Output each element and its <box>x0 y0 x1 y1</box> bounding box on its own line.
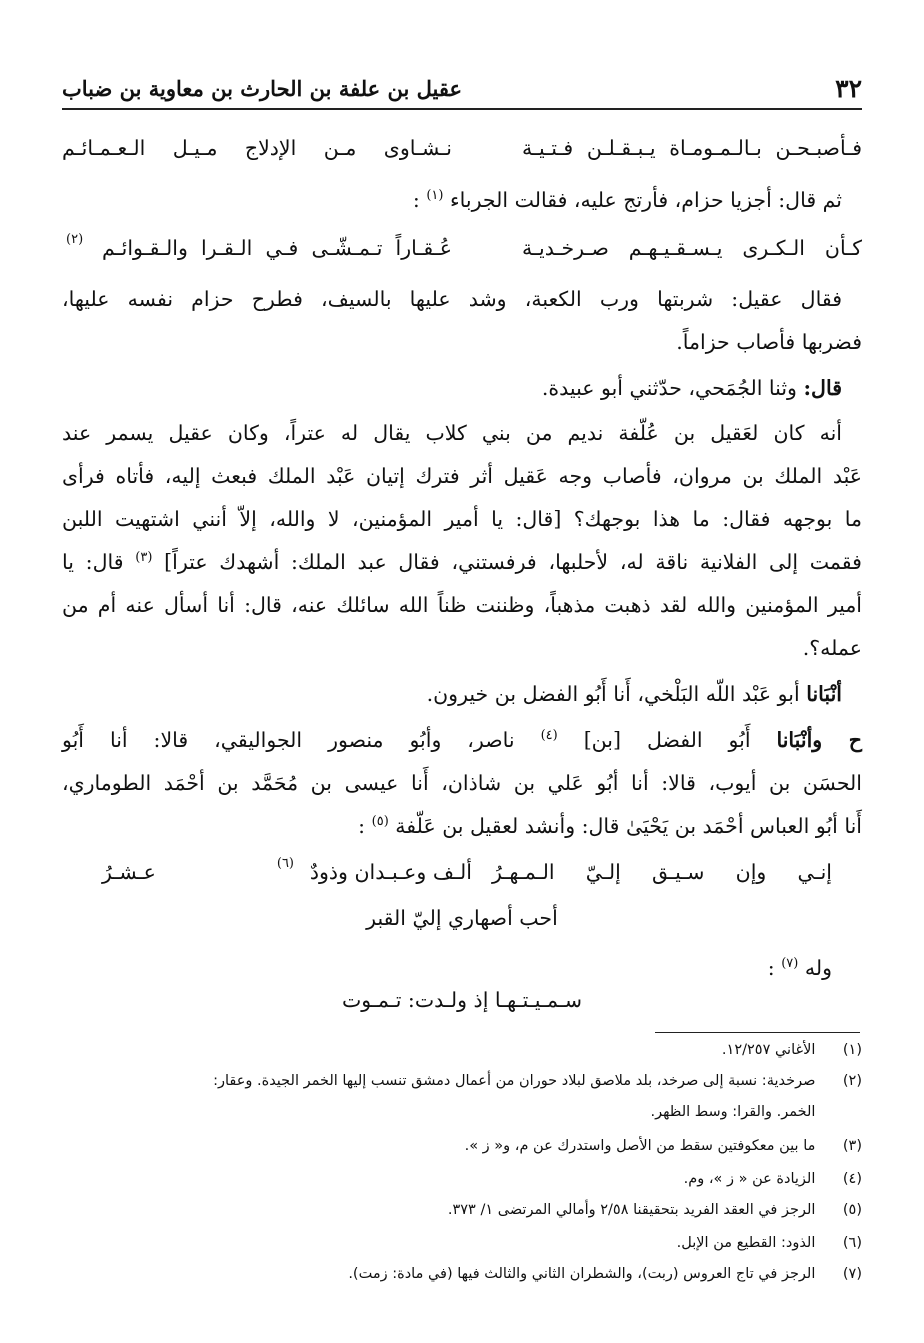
verse-line <box>62 906 862 930</box>
footnote-number: (٣) <box>842 1138 862 1154</box>
verse-second-hemistich: عُـقـاراً تـمـشّـى فـي الـقـرا والـقـوائـم <box>102 236 452 260</box>
footnote-text: الخمر. والقرا: وسط الظهر. <box>650 1104 816 1120</box>
text-run: ما بوجهه فقال: ما هذا بوجهك؟ [قال: يا أمير المؤمنين، لا والله، إلاّ أنني اشتهيت اللبن <box>62 507 862 531</box>
text-line <box>62 507 862 547</box>
footnote <box>62 1171 862 1187</box>
text-run: وثنا الجُمَحي، حدّثني أبو عبيدة. <box>541 376 797 400</box>
verse-line <box>62 988 862 1012</box>
text-run: : <box>767 956 775 980</box>
text-run: ناصر، وأبُو منصور الجواليقي، قالا: أنا أَبُو <box>62 728 515 752</box>
footnote-text: الأغاني ١٢/٢٥٧. <box>721 1042 816 1058</box>
footnote-text: صرخدية: نسبة إلى صرخد، بلد ملاصق لبلاد حوران من أعمال دمشق تنسب إليها الخمر الجيدة. وعقار: <box>213 1073 816 1089</box>
footnote <box>62 1266 862 1282</box>
text-line <box>62 814 862 854</box>
footnote-text: الذود: القطيع من الإبل. <box>676 1235 816 1251</box>
text-run: قال: يا <box>62 550 124 574</box>
text-line <box>62 771 862 811</box>
text-run: ثم قال: أجزيا حزام، فأرتج عليه، فقالت الجرباء <box>450 188 842 212</box>
footnote-text: الرجز في تاج العروس (ربت)، والشطران الثاني والثالث فيها (في مادة: زمت). <box>348 1266 816 1282</box>
footnote-marker: (١) <box>426 188 444 204</box>
text-run: : <box>358 814 366 838</box>
text-run: سـمـيـتـهـا إذ ولـدت: تـمـوت <box>341 988 583 1012</box>
text-line <box>62 550 862 590</box>
footnote <box>62 1235 862 1251</box>
footnote-marker: (٦) <box>276 856 294 871</box>
footnote-text: الرجز في العقد الفريد بتحقيقنا ٢/٥٨ وأمالي المرتضى ١/ ٣٧٣. <box>447 1202 816 1218</box>
text-line <box>62 330 862 370</box>
text-run: أبو عَبْد اللّه البَلْخي، أَنا أَبُو الفضل بن خيرون. <box>426 682 800 706</box>
verse-line <box>62 232 862 276</box>
text-line <box>62 421 842 461</box>
footnote <box>62 1042 862 1058</box>
verse-first-hemistich: فـأصبـحـن بـالـمـومـاة يـبـقـلـن فـتـيـة <box>522 136 862 160</box>
footnote-number: (٢) <box>842 1073 862 1089</box>
text-line <box>62 287 842 327</box>
footnote-marker: (٣) <box>135 550 153 566</box>
text-line <box>62 188 842 228</box>
text-run: أَبُو الفضل [بن] <box>583 728 751 752</box>
verse-line <box>62 856 862 900</box>
footnote <box>62 1202 862 1218</box>
footnote <box>62 1073 862 1089</box>
text-run: : <box>412 188 420 212</box>
text-run: أنه كان لعَقيل بن عُلّفة نديم من بني كلاب يقال له عتراً، وكان عقيل يسمر عند <box>62 421 842 445</box>
footnote-number: (٧) <box>842 1266 862 1282</box>
text-run: الحسَن بن أيوب، قالا: أنا أبُو عَلي بن شاذان، أَنا عيسى بن مُحَمَّد بن أحْمَد الطوماري، <box>62 771 862 795</box>
text-line <box>62 728 862 768</box>
footnote-number: (٥) <box>842 1202 862 1218</box>
header-divider <box>62 108 862 110</box>
narration-keyword: ح وأنْبَانا <box>776 728 862 752</box>
text-run: أحب أصهاري إليّ القبر <box>366 906 558 930</box>
running-title: عقيل بن علفة بن الحارث بن معاوية بن ضباب <box>62 76 463 101</box>
footnote-marker: (٢) <box>66 232 84 247</box>
text-run: عَبْد الملك بن مروان، فأصاب وجه عَقيل أثر فترك إتيان عَبْد الملك فبعث إليه، فأتاه فرأى <box>62 464 862 488</box>
text-line <box>62 593 862 633</box>
text-run: أمير المؤمنين والله لقد ذهبت مذهباً، وظننت ظناً الله سائلك عنه، قال: أنا أسأل عنه أم من <box>62 593 862 617</box>
text-run: عمله؟. <box>802 636 862 660</box>
footnote-number: (١) <box>842 1042 862 1058</box>
narration-keyword: أنْبَانا <box>806 682 842 706</box>
text-run: ألـف وعـبـدان وذودٌ <box>309 860 472 884</box>
text-line <box>62 376 842 416</box>
footnote <box>62 1138 862 1154</box>
footnote-text: ما بين معكوفتين سقط من الأصل واستدرك عن م، و« ز ». <box>464 1138 816 1154</box>
text-run: عـشـرُ <box>102 860 156 884</box>
footnote-divider <box>655 1032 860 1033</box>
footnote-number: (٤) <box>842 1171 862 1187</box>
verse-line <box>62 136 862 176</box>
verse-first-hemistich: إنـي وإن سـيـق إلـيّ الـمـهـرُ <box>492 860 832 884</box>
footnote-marker: (٧) <box>781 956 799 972</box>
footnote <box>62 1104 862 1120</box>
verse-second-hemistich: نـشـاوى مـن الإدلاج مـيـل الـعـمـائـم <box>62 136 452 160</box>
narration-keyword: قال: <box>803 376 842 400</box>
text-run: فقال عقيل: شربتها ورب الكعبة، وشد عليها بالسيف، فطرح حزام نفسه عليها، <box>62 287 842 311</box>
text-run: أَنا أبُو العباس أحْمَد بن يَحْيَىٰ قال: وأنشد لعقيل بن عَلّفة <box>395 814 862 838</box>
text-run: فقمت إلى الفلانية ناقة له، لأحلبها، فرفستني، فقال عبد الملك: أشهدك عتراً] <box>164 550 862 574</box>
verse-first-hemistich: كـأن الـكـرى يـسـقـيـهـم صـرخـديـة <box>522 236 862 260</box>
text-line <box>62 464 862 504</box>
footnote-marker: (٤) <box>540 728 558 744</box>
text-line <box>62 682 842 722</box>
footnote-number: (٦) <box>842 1235 862 1251</box>
page-number: ٣٢ <box>835 74 862 103</box>
text-run: وله <box>804 956 832 980</box>
footnote-marker: (٥) <box>371 814 389 830</box>
footnote-text: الزيادة عن « ز »، وم. <box>683 1171 816 1187</box>
text-run: فضربها فأصاب حزاماً. <box>676 330 862 354</box>
text-line <box>62 636 862 676</box>
page-header <box>62 72 862 112</box>
